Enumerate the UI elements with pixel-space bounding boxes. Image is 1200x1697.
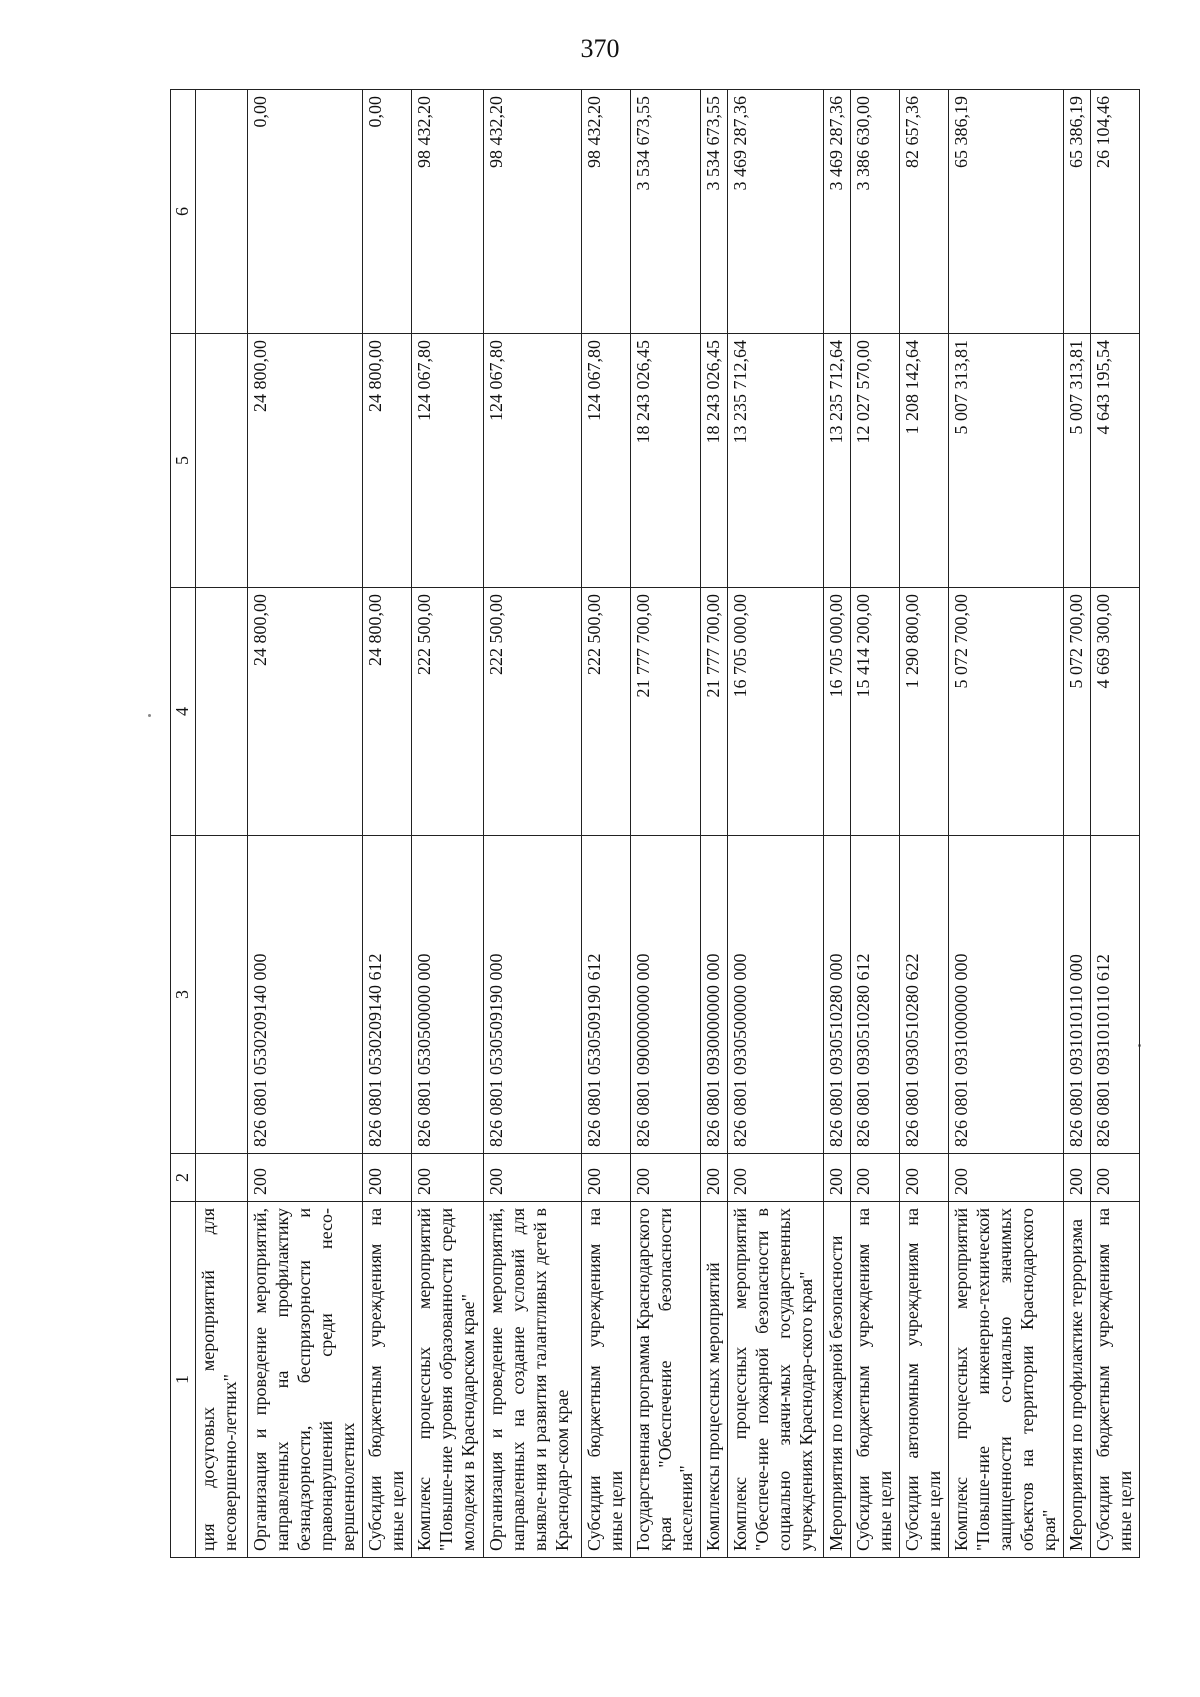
row-value-5: 24 800,00 — [248, 334, 363, 588]
row-value-4: 1 290 800,00 — [900, 588, 949, 836]
row-code: 826 0801 0931000000 000 — [949, 836, 1064, 1154]
row-value-6: 98 432,20 — [411, 90, 483, 334]
row-value-6: 3 534 673,55 — [701, 90, 728, 334]
table-row — [196, 90, 248, 1558]
row-admin: 200 — [851, 1154, 900, 1202]
row-value-4: 222 500,00 — [411, 588, 483, 836]
row-value-6: 82 657,36 — [900, 90, 949, 334]
table-row — [581, 90, 630, 1558]
header-col-1: 1 — [171, 1202, 196, 1558]
row-value-5: 124 067,80 — [581, 334, 630, 588]
row-name: Комплексы процессных мероприятий — [701, 1202, 728, 1558]
row-code: 826 0801 0530209140 000 — [248, 836, 363, 1154]
row-code: 826 0801 0930510280 000 — [824, 836, 851, 1154]
row-name: Комплекс процессных мероприятий "Обеспече-ние пожарной безопасности в социально значи-мых государственных учреждениях Краснодар-ского края" — [728, 1202, 824, 1558]
row-value-6: 3 469 287,36 — [824, 90, 851, 334]
row-value-4: 21 777 700,00 — [630, 588, 701, 836]
row-admin: 200 — [824, 1154, 851, 1202]
row-code — [196, 836, 248, 1154]
row-value-4: 5 072 700,00 — [1063, 588, 1090, 836]
budget-table — [170, 89, 1140, 1558]
row-code: 826 0801 0530500000 000 — [411, 836, 483, 1154]
header-col-2: 2 — [171, 1154, 196, 1202]
row-value-5: 5 007 313,81 — [1063, 334, 1090, 588]
row-admin: 200 — [1063, 1154, 1090, 1202]
row-code: 826 0801 0931010110 612 — [1090, 836, 1139, 1154]
row-name: Комплекс процессных мероприятий "Повыше-ние инженерно-технической защищенности со-циально значимых объектов на территории Краснодарского края" — [949, 1202, 1064, 1558]
row-name: Мероприятия по пожарной безопасности — [824, 1202, 851, 1558]
row-value-4: 24 800,00 — [362, 588, 411, 836]
row-value-6: 3 534 673,55 — [630, 90, 701, 334]
row-code: 826 0801 0930000000 000 — [701, 836, 728, 1154]
table-row — [362, 90, 411, 1558]
row-name: Субсидии бюджетным учреждениям на иные цели — [581, 1202, 630, 1558]
table-row — [900, 90, 949, 1558]
row-value-4: 24 800,00 — [248, 588, 363, 836]
table-row — [701, 90, 728, 1558]
row-value-4: 16 705 000,00 — [824, 588, 851, 836]
row-value-4: 222 500,00 — [483, 588, 581, 836]
row-value-4: 21 777 700,00 — [701, 588, 728, 836]
row-code: 826 0801 0930510280 622 — [900, 836, 949, 1154]
row-name: Субсидии автономным учреждениям на иные цели — [900, 1202, 949, 1558]
landscape-page — [170, 90, 1135, 1558]
row-value-6: 98 432,20 — [483, 90, 581, 334]
row-admin: 200 — [483, 1154, 581, 1202]
row-name: Мероприятия по профилактике терроризма — [1063, 1202, 1090, 1558]
row-value-6: 65 386,19 — [949, 90, 1064, 334]
row-admin — [196, 1154, 248, 1202]
rotated-table-frame — [170, 90, 1135, 1558]
row-admin: 200 — [701, 1154, 728, 1202]
row-value-5: 18 243 026,45 — [630, 334, 701, 588]
scan-speck — [148, 714, 151, 717]
row-admin: 200 — [1090, 1154, 1139, 1202]
table-row — [851, 90, 900, 1558]
row-value-6 — [196, 90, 248, 334]
row-value-4: 4 669 300,00 — [1090, 588, 1139, 836]
row-value-6: 3 386 630,00 — [851, 90, 900, 334]
table-row — [949, 90, 1064, 1558]
table-row — [1063, 90, 1090, 1558]
row-code: 826 0801 0930510280 612 — [851, 836, 900, 1154]
header-col-4: 4 — [171, 588, 196, 836]
row-code: 826 0801 0930500000 000 — [728, 836, 824, 1154]
row-value-5: 13 235 712,64 — [824, 334, 851, 588]
table-row — [728, 90, 824, 1558]
row-admin: 200 — [411, 1154, 483, 1202]
row-value-5: 13 235 712,64 — [728, 334, 824, 588]
header-col-6: 6 — [171, 90, 196, 334]
row-value-5: 124 067,80 — [483, 334, 581, 588]
table-row — [248, 90, 363, 1558]
table-row — [824, 90, 851, 1558]
row-value-5: 5 007 313,81 — [949, 334, 1064, 588]
row-value-5: 124 067,80 — [411, 334, 483, 588]
row-value-4: 16 705 000,00 — [728, 588, 824, 836]
row-value-4: 222 500,00 — [581, 588, 630, 836]
row-value-5: 12 027 570,00 — [851, 334, 900, 588]
row-value-5: 18 243 026,45 — [701, 334, 728, 588]
row-value-6: 65 386,19 — [1063, 90, 1090, 334]
row-code: 826 0801 0530509190 000 — [483, 836, 581, 1154]
row-admin: 200 — [248, 1154, 363, 1202]
row-value-6: 0,00 — [248, 90, 363, 334]
row-value-4: 5 072 700,00 — [949, 588, 1064, 836]
row-admin: 200 — [362, 1154, 411, 1202]
row-admin: 200 — [949, 1154, 1064, 1202]
row-value-6: 98 432,20 — [581, 90, 630, 334]
row-value-5: 24 800,00 — [362, 334, 411, 588]
row-name: Организация и проведение мероприятий, направленных на профилактику безнадзорности, беспризорности и правонарушений среди несо-вершеннолетних — [248, 1202, 363, 1558]
table-row — [630, 90, 701, 1558]
row-admin: 200 — [630, 1154, 701, 1202]
row-name: Субсидии бюджетным учреждениям на иные цели — [362, 1202, 411, 1558]
table-row — [411, 90, 483, 1558]
row-code: 826 0801 0530509190 612 — [581, 836, 630, 1154]
row-name: Комплекс процессных мероприятий "Повыше-ние уровня образованности среди молодежи в Краснодарском крае" — [411, 1202, 483, 1558]
row-code: 826 0801 0530209140 612 — [362, 836, 411, 1154]
row-code: 826 0801 0900000000 000 — [630, 836, 701, 1154]
row-name: Государственная программа Краснодарского края "Обеспечение безопасности населения" — [630, 1202, 701, 1558]
row-admin: 200 — [900, 1154, 949, 1202]
table-row — [483, 90, 581, 1558]
row-name: Организация и проведение мероприятий, направленных на создание условий для выявле-ния и развития талантливых детей в Краснодар-ском крае — [483, 1202, 581, 1558]
header-col-3: 3 — [171, 836, 196, 1154]
row-admin: 200 — [581, 1154, 630, 1202]
header-row — [171, 90, 196, 1558]
row-value-5: 1 208 142,64 — [900, 334, 949, 588]
row-value-6: 26 104,46 — [1090, 90, 1139, 334]
header-col-5: 5 — [171, 334, 196, 588]
row-value-5 — [196, 334, 248, 588]
row-admin: 200 — [728, 1154, 824, 1202]
row-value-6: 0,00 — [362, 90, 411, 334]
row-value-4: 15 414 200,00 — [851, 588, 900, 836]
row-name: Субсидии бюджетным учреждениям на иные цели — [1090, 1202, 1139, 1558]
row-name: Субсидии бюджетным учреждениям на иные цели — [851, 1202, 900, 1558]
page-number: 370 — [580, 34, 620, 63]
row-name: ция досуговых мероприятий для несовершенно-летних" — [196, 1202, 248, 1558]
row-code: 826 0801 0931010110 000 — [1063, 836, 1090, 1154]
row-value-4 — [196, 588, 248, 836]
row-value-5: 4 643 195,54 — [1090, 334, 1139, 588]
row-value-6: 3 469 287,36 — [728, 90, 824, 334]
table-row — [1090, 90, 1139, 1558]
